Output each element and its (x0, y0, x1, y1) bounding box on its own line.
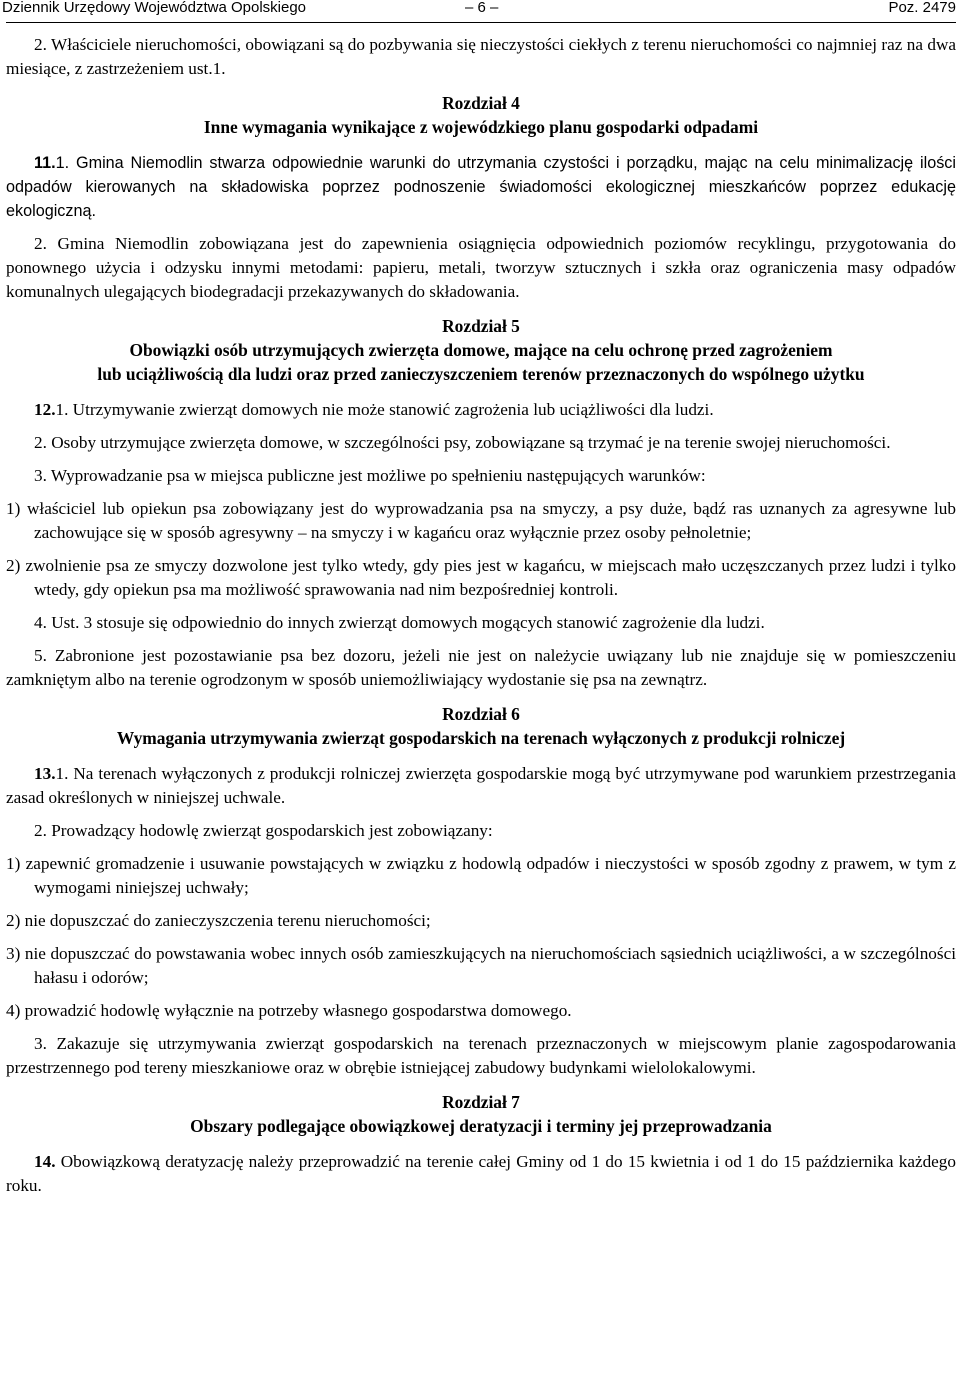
chapter-6-heading (6, 702, 956, 750)
section-12-paragraph-3: 3. Wyprowadzanie psa w miejsca publiczne jest możliwe po spełnieniu następujących warunków: (34, 466, 706, 485)
section-13-paragraph-3: 3. Zakazuje się utrzymywania zwierząt gospodarskich na terenach przeznaczonych w miejscowym planie zagospodarowania przestrzennego pod tereny mieszkaniowe oraz w obrębie istniejącej zabudowy budynkami wielolokalowymi. (6, 1034, 956, 1077)
section-13-paragraph-1 (6, 762, 956, 810)
chapter-4-heading (6, 91, 956, 139)
paragraph-text: Obowiązkową deratyzację należy przeprowadzić na terenie całej Gminy od 1 do 15 kwietnia i od 1 do 15 października każdego roku. (6, 1152, 956, 1195)
position-number: Poz. 2479 (888, 0, 956, 16)
section-11-paragraph-2: 2. Gmina Niemodlin zobowiązana jest do zapewnienia osiągnięcia odpowiednich poziomów recyklingu, przygotowania do ponownego użycia i odzysku innymi metodami: papieru, metali, tworzyw sztucznych i szkła oraz ograniczenia masy odpadów komunalnych ulegających biodegradacji przekazywanych do składowania. (6, 234, 956, 301)
section-number: 14. (34, 1152, 56, 1171)
section-13-item-1: 1) zapewnić gromadzenie i usuwanie powstających w związku z hodowlą odpadów i nieczystości w sposób zgodny z prawem, w tym z wymogami niniejszej uchwały; (6, 854, 956, 897)
section-number: 11. (34, 154, 56, 172)
chapter-subtitle: Inne wymagania wynikające z wojewódzkiego planu gospodarki odpadami (203, 117, 759, 137)
section-number: 13. (34, 764, 56, 783)
chapter-title: Rozdział 4 (442, 93, 520, 113)
chapter-subtitle: Wymagania utrzymywania zwierząt gospodarskich na terenach wyłączonych z produkcji rolniczej (116, 728, 846, 748)
section-13-item-2: 2) nie dopuszczać do zanieczyszczenia terenu nieruchomości; (6, 911, 431, 930)
section-13-paragraph-2: 2. Prowadzący hodowlę zwierząt gospodarskich jest zobowiązany: (34, 821, 493, 840)
section-11-paragraph-1 (6, 151, 956, 223)
chapter-subtitle: Obszary podlegające obowiązkowej deratyzacji i terminy jej przeprowadzania (190, 1116, 772, 1136)
document-page (2, 0, 956, 1207)
section-13-item-4: 4) prowadzić hodowlę wyłącznie na potrzeby własnego gospodarstwa domowego. (6, 1001, 572, 1020)
intro-paragraph: 2. Właściciele nieruchomości, obowiązani są do pozbywania się nieczystości ciekłych z terenu nieruchomości co najmniej raz na dwa miesiące, z zastrzeżeniem ust.1. (6, 35, 956, 78)
chapter-7-heading (6, 1090, 956, 1138)
section-12-item-1: 1) właściciel lub opiekun psa zobowiązany jest do wyprowadzania psa na smyczy, a psy duże, bądź ras uznanych za agresywne lub zachowujące się w sposób agresywny – na smyczy i w kagańcu oraz wyłącznie przez osoby pełnoletnie; (6, 499, 956, 542)
section-number: 12. (34, 400, 56, 419)
paragraph-text: 1. Utrzymywanie zwierząt domowych nie może stanowić zagrożenia lub uciążliwości dla ludzi. (55, 400, 714, 419)
section-12-paragraph-5: 5. Zabronione jest pozostawianie psa bez dozoru, jeżeli nie jest on należycie uwiązany lub nie znajduje się w pomieszczeniu zamkniętym albo na terenie ogrodzonym w sposób uniemożliwiający wydostanie się psa na zewnątrz. (6, 646, 956, 689)
chapter-subtitle: lub uciążliwością dla ludzi oraz przed zanieczyszczeniem terenów przeznaczonych do wspólnego użytku (97, 364, 865, 384)
section-13-item-3: 3) nie dopuszczać do powstawania wobec innych osób zamieszkujących na nieruchomościach sąsiednich uciążliwości, a w szczególności hałasu i odorów; (6, 944, 956, 987)
section-12-paragraph-2: 2. Osoby utrzymujące zwierzęta domowe, w szczególności psy, zobowiązane są trzymać je na terenie swojej nieruchomości. (34, 433, 891, 452)
page-number: – 6 – (465, 0, 499, 16)
chapter-5-heading (6, 314, 956, 386)
chapter-title: Rozdział 7 (442, 1092, 520, 1112)
paragraph-text: 1. Gmina Niemodlin stwarza odpowiednie warunki do utrzymania czystości i porządku, mając na celu minimalizację ilości odpadów kierowanych na składowiska poprzez podnoszenie świadomości ekologicznej mieszkańców poprzez edukację ekologiczną. (6, 154, 956, 220)
section-12-item-2: 2) zwolnienie psa ze smyczy dozwolone jest tylko wtedy, gdy pies jest w kagańcu, w miejscach mało uczęszczanych przez ludzi i tylko wtedy, gdy opiekun psa ma możliwość sprawowania nad nim bezpośredniej kontroli. (6, 556, 956, 599)
journal-title: Dziennik Urzędowy Województwa Opolskiego (2, 0, 307, 16)
page-header (2, 0, 956, 23)
section-14-paragraph (6, 1150, 956, 1198)
chapter-title: Rozdział 6 (442, 704, 520, 724)
section-12-paragraph-1 (6, 398, 956, 422)
section-12-paragraph-4: 4. Ust. 3 stosuje się odpowiednio do innych zwierząt domowych mogących stanowić zagrożenie dla ludzi. (34, 613, 765, 632)
paragraph-text: 1. Na terenach wyłączonych z produkcji rolniczej zwierzęta gospodarskie mogą być utrzymywane pod warunkiem przestrzegania zasad określonych w niniejszej uchwale. (6, 764, 956, 807)
chapter-title: Rozdział 5 (442, 316, 520, 336)
chapter-subtitle: Obowiązki osób utrzymujących zwierzęta domowe, mające na celu ochronę przed zagrożeniem (129, 340, 833, 360)
